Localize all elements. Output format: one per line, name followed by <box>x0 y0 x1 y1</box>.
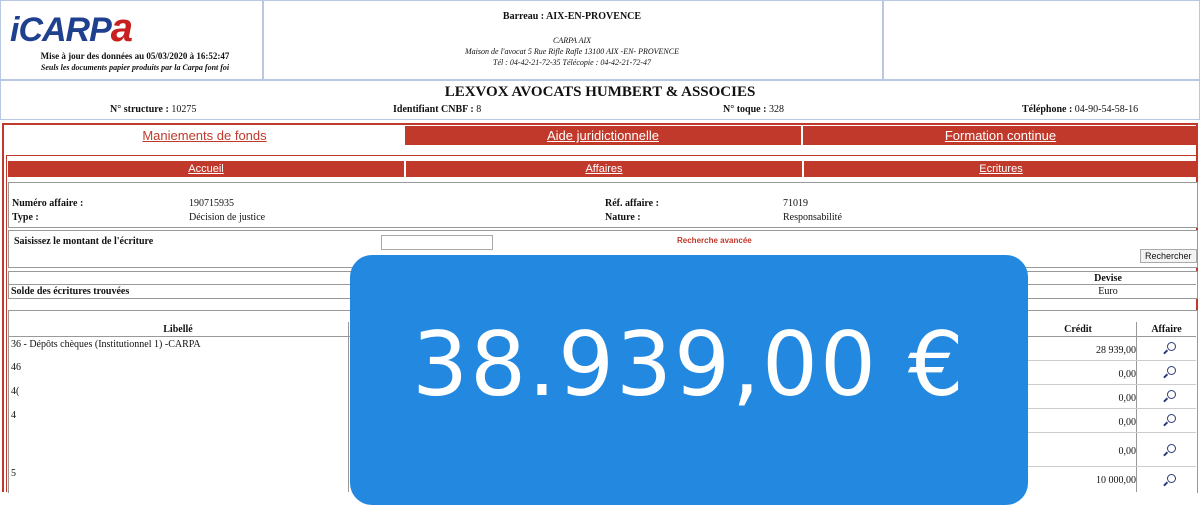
nature-value: Responsabilité <box>783 212 842 223</box>
view-affaire-icon[interactable] <box>1167 414 1176 423</box>
type-value: Décision de justice <box>189 212 266 223</box>
view-affaire-icon[interactable] <box>1167 342 1176 351</box>
numero-affaire-label: Numéro affaire : <box>12 198 84 209</box>
type-label: Type : <box>12 212 39 223</box>
table-row-credit: 0,00 <box>1118 369 1136 380</box>
view-affaire-icon[interactable] <box>1167 390 1176 399</box>
row-divider <box>1020 408 1196 409</box>
table-row-libelle: 4( <box>11 386 20 397</box>
header-right-box <box>882 0 1200 80</box>
table-row-credit: 28 939,00 <box>1096 345 1136 356</box>
devise-header: Devise <box>1094 273 1122 284</box>
credit-header: Crédit <box>1064 324 1092 335</box>
phone-info: Téléphone : 04-90-54-58-16 <box>1022 104 1139 115</box>
carpa-logo[interactable]: iCARPa <box>10 6 133 50</box>
libelle-header: Libellé <box>163 324 193 335</box>
numero-affaire-value: 190715935 <box>189 198 234 209</box>
table-row-credit: 0,00 <box>1118 417 1136 428</box>
tab-ecritures[interactable]: Ecritures <box>804 161 1198 177</box>
col-divider-libelle <box>348 322 349 492</box>
total-amount-overlay: 38.939,00 € <box>350 255 1028 505</box>
view-affaire-icon[interactable] <box>1167 444 1176 453</box>
disclaimer: Seuls les documents papier produits par la Carpa font foi <box>40 63 230 72</box>
search-button[interactable]: Rechercher <box>1140 249 1197 263</box>
view-affaire-icon[interactable] <box>1167 366 1176 375</box>
toque-info: N° toque : 328 <box>723 104 784 115</box>
carpa-contact: Tél : 04-42-21-72-35 Télécopie : 04-42-21-72-47 <box>493 58 651 67</box>
table-row-credit: 10 000,00 <box>1096 475 1136 486</box>
table-row-credit: 0,00 <box>1118 393 1136 404</box>
tab-affaires[interactable]: Affaires <box>406 161 802 177</box>
tab-formation-continue[interactable]: Formation continue <box>803 126 1198 145</box>
barreau: Barreau : AIX-EN-PROVENCE <box>502 11 642 22</box>
carpa-address: Maison de l'avocat 5 Rue Rifle Rafle 13100 AIX -EN- PROVENCE <box>465 47 679 56</box>
ref-affaire-label: Réf. affaire : <box>605 198 659 209</box>
devise-value: Euro <box>1098 286 1118 297</box>
view-affaire-icon[interactable] <box>1167 474 1176 483</box>
affaire-panel <box>8 182 1198 228</box>
carpa-name: CARPA AIX <box>553 36 591 45</box>
row-divider <box>1020 360 1196 361</box>
cnbf-info: Identifiant CNBF : 8 <box>393 104 482 115</box>
table-row-libelle: 36 - Dépôts chèques (Institutionnel 1) -CARPA <box>11 339 201 350</box>
table-row-libelle: 4 <box>11 410 16 421</box>
table-row-libelle: 46 <box>11 362 21 373</box>
advanced-search-link[interactable]: Recherche avancée <box>677 236 752 245</box>
row-divider <box>1020 466 1196 467</box>
firm-name: LEXVOX AVOCATS HUMBERT & ASSOCIES <box>444 84 756 100</box>
affaire-header: Affaire <box>1151 324 1182 335</box>
tab-accueil[interactable]: Accueil <box>8 161 404 177</box>
table-row-libelle: 5 <box>11 468 16 479</box>
search-label: Saisissez le montant de l'écriture <box>14 236 154 247</box>
table-row-credit: 0,00 <box>1118 446 1136 457</box>
structure-info: N° structure : 10275 <box>110 104 197 115</box>
nature-label: Nature : <box>605 212 641 223</box>
row-divider <box>1020 384 1196 385</box>
tab-maniements-de-fonds[interactable]: Maniements de fonds <box>6 126 403 145</box>
amount-input[interactable] <box>381 235 493 250</box>
row-divider <box>1020 432 1196 433</box>
ref-affaire-value: 71019 <box>783 198 808 209</box>
tab-aide-juridictionnelle[interactable]: Aide juridictionnelle <box>405 126 801 145</box>
solde-label: Solde des écritures trouvées <box>11 286 130 297</box>
update-info: Mise à jour des données au 05/03/2020 à 16:52:47 <box>40 51 230 61</box>
